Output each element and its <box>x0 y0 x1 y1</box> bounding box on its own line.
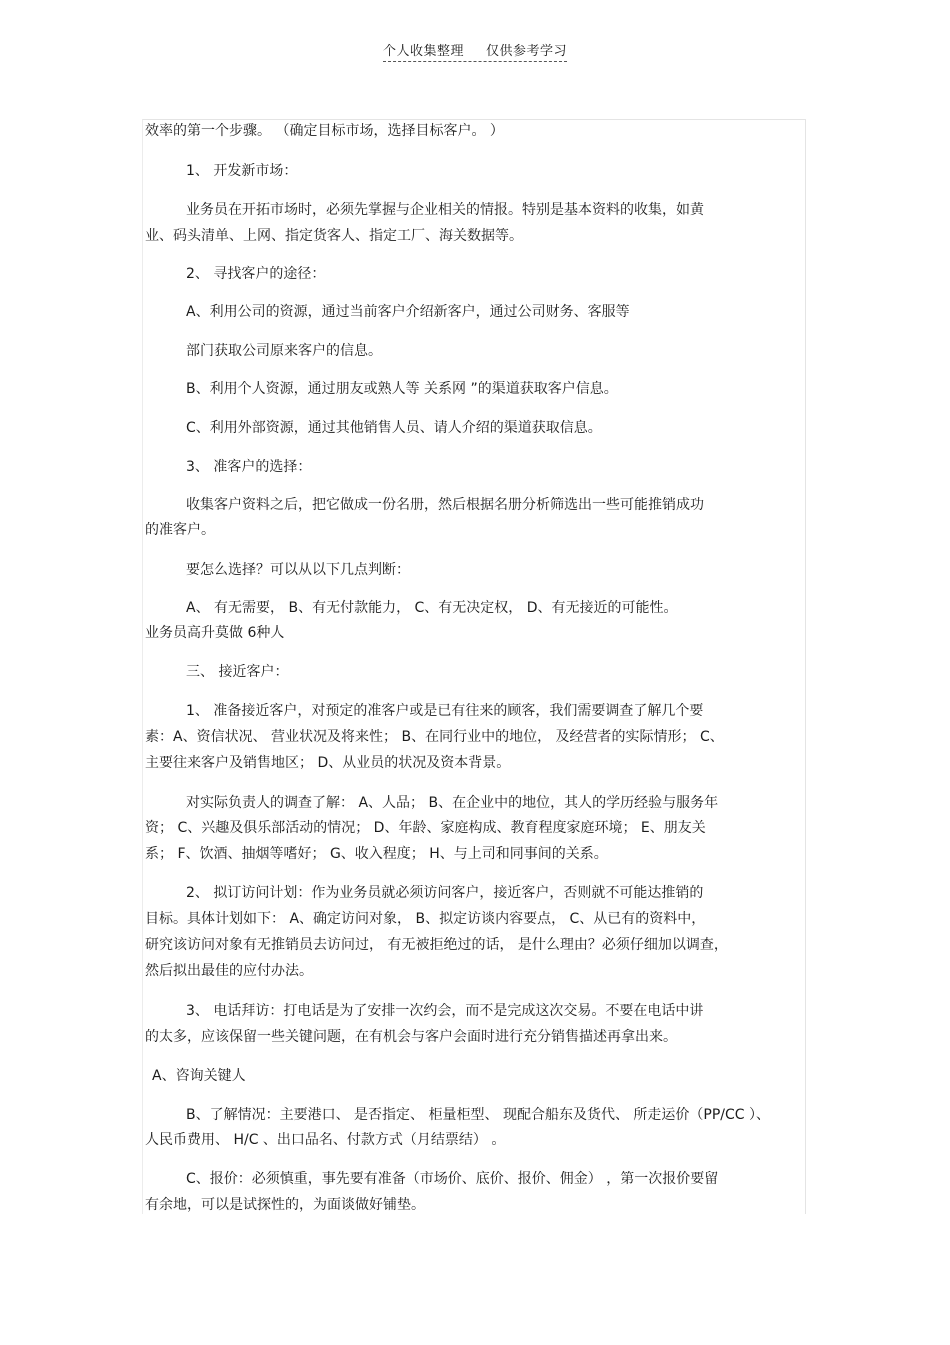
text-line: 资； C、兴趣及俱乐部活动的情况； D、年龄、家庭构成、教育程度家庭环境； E、朋友关 <box>145 820 706 836</box>
text-line: 有余地，可以是试探性的，为面谈做好铺垫。 <box>145 1197 425 1213</box>
text-line: C、报价：必须慎重，事先要有准备（市场价、底价、报价、佣金） ，第一次报价要留 <box>186 1171 719 1187</box>
header-right-text: 仅供参考学习 <box>486 44 568 59</box>
text-line: 业务员高升莫做 6种人 <box>145 625 285 641</box>
text-line: 3、 电话拜访：打电话是为了安排一次约会，而不是完成这次交易。不要在电话中讲 <box>186 1003 704 1019</box>
text-line: A、利用公司的资源，通过当前客户介绍新客户，通过公司财务、客服等 <box>186 304 630 320</box>
text-line: 主要往来客户及销售地区； D、从业员的状况及资本背景。 <box>145 755 511 771</box>
section-heading: 3、 准客户的选择： <box>186 459 312 475</box>
text-line: 然后拟出最佳的应付办法。 <box>145 963 313 979</box>
text-line: A、 有无需要， B、有无付款能力， C、有无决定权， D、有无接近的可能性。 <box>186 600 678 616</box>
text-line: 部门获取公司原来客户的信息。 <box>186 343 382 359</box>
text-line: 素：A、资信状况、 营业状况及将来性； B、在同行业中的地位， 及经营者的实际情形； C、 <box>145 729 724 745</box>
text-line: B、了解情况：主要港口、 是否指定、 柜量柜型、 现配合船东及货代、 所走运价（PP/CC ）、 <box>186 1107 771 1123</box>
text-line: 2、 拟订访问计划：作为业务员就必须访问客户，接近客户，否则就不可能达推销的 <box>186 885 704 901</box>
text-line: 收集客户资料之后，把它做成一份名册，然后根据名册分析筛选出一些可能推销成功 <box>186 497 704 513</box>
text-line: 对实际负责人的调查了解： A、人品； B、在企业中的地位，其人的学历经验与服务年 <box>186 795 719 811</box>
header-left-text: 个人收集整理 <box>383 44 465 59</box>
section-heading: 三、 接近客户： <box>186 664 289 680</box>
text-line: 要怎么选择？可以从以下几点判断： <box>186 562 410 578</box>
text-line: 效率的第一个步骤。 （确定目标市场，选择目标客户。 ） <box>145 123 504 139</box>
text-line: 人民币费用、 H/C 、出口品名、付款方式（月结票结） 。 <box>145 1132 506 1148</box>
text-line: 系； F、饮酒、抽烟等嗜好； G、收入程度； H、与上司和同事间的关系。 <box>145 846 608 862</box>
page-header <box>383 40 567 62</box>
document-page <box>142 119 806 1214</box>
section-heading: 1、 开发新市场： <box>186 163 298 179</box>
section-heading: 2、 寻找客户的途径： <box>186 266 326 282</box>
text-line: 的准客户。 <box>145 522 215 538</box>
text-line: C、利用外部资源，通过其他销售人员、请人介绍的渠道获取信息。 <box>186 420 602 436</box>
text-line: A、咨询关键人 <box>152 1068 246 1084</box>
text-line: 目标。具体计划如下： A、确定访问对象， B、拟定访谈内容要点， C、从已有的资料中， <box>145 911 706 927</box>
text-line: B、利用个人资源，通过朋友或熟人等 关系网 ”的渠道获取客户信息。 <box>186 381 618 397</box>
text-line: 业务员在开拓市场时，必须先掌握与企业相关的情报。特别是基本资料的收集，如黄 <box>186 202 704 218</box>
text-line: 的太多，应该保留一些关键问题，在有机会与客户会面时进行充分销售描述再拿出来。 <box>145 1029 677 1045</box>
text-line: 研究该访问对象有无推销员去访问过， 有无被拒绝过的话， 是什么理由？必须仔细加以调查， <box>145 937 728 953</box>
text-line: 1、 准备接近客户，对预定的准客户或是已有往来的顾客，我们需要调查了解几个要 <box>186 703 704 719</box>
text-line: 业、码头清单、上网、指定货客人、指定工厂、海关数据等。 <box>145 228 523 244</box>
